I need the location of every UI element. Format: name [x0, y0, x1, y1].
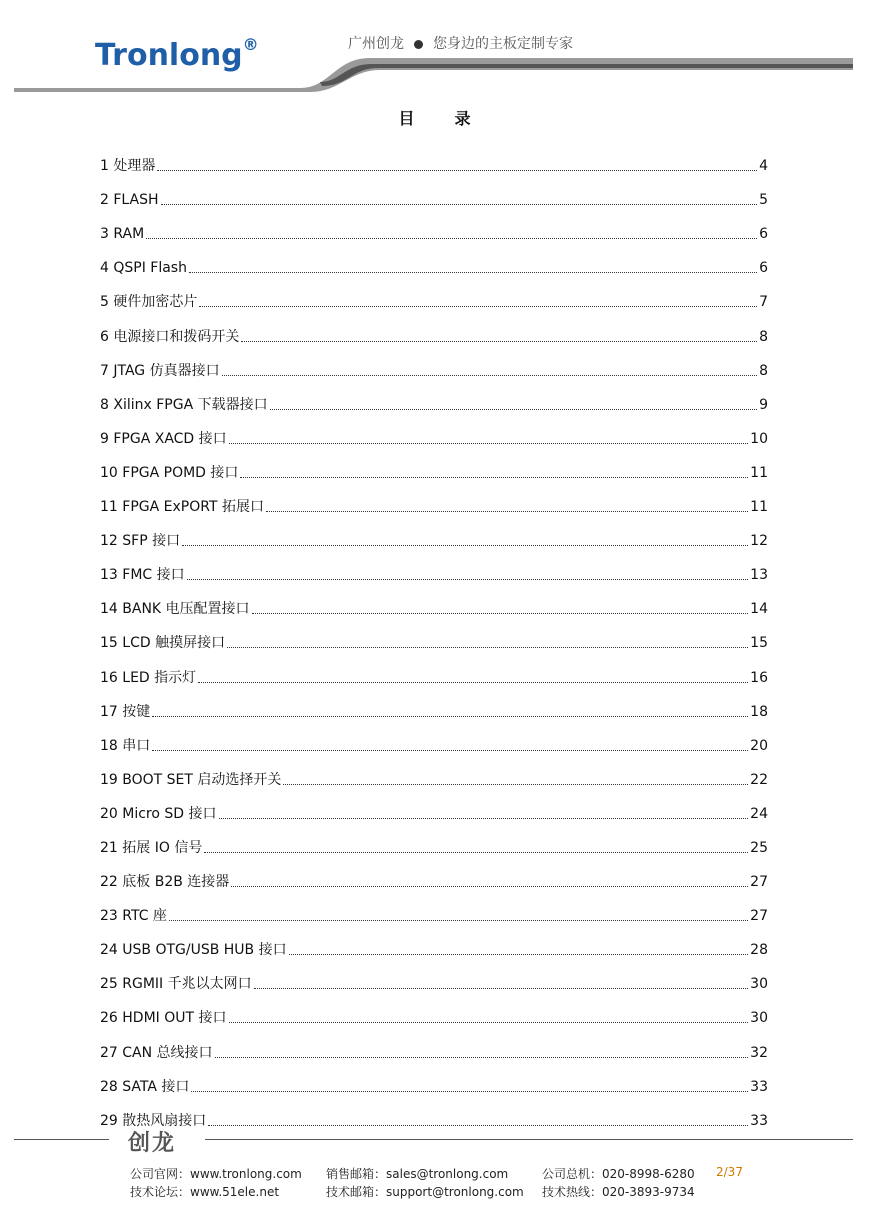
toc-entry-label: 18 串口: [100, 737, 151, 754]
toc-entry[interactable]: [100, 823, 768, 857]
toc-entry-page: 14: [750, 601, 768, 618]
toc-leader-dots: [157, 170, 757, 171]
toc-entry[interactable]: [100, 209, 768, 243]
toc-title: 目录: [398, 109, 511, 128]
registered-mark: ®: [242, 35, 259, 54]
toc-leader-dots: [229, 443, 749, 444]
logo-text: Tronlong: [95, 38, 243, 73]
toc-entry-label: 7 JTAG 仿真器接口: [100, 362, 220, 379]
toc-leader-dots: [283, 784, 748, 785]
toc-entry-label: 19 BOOT SET 启动选择开关: [100, 771, 282, 788]
toc-entry[interactable]: [100, 277, 768, 311]
toc-leader-dots: [252, 613, 749, 614]
toc-entry-label: 25 RGMII 千兆以太网口: [100, 976, 252, 993]
toc-leader-dots: [289, 954, 749, 955]
bullet-dot-icon: [414, 40, 423, 49]
toc-entry-page: 6: [759, 226, 768, 243]
toc-entry-page: 32: [750, 1044, 768, 1061]
toc-entry-page: 11: [750, 499, 768, 516]
toc-leader-dots: [215, 1057, 749, 1058]
toc-entry-page: 8: [759, 328, 768, 345]
footer-support-email-link[interactable]: 技术邮箱：support@tronlong.com: [326, 1185, 524, 1199]
toc-entry-page: 20: [750, 737, 768, 754]
toc-entry-label: 17 按键: [100, 703, 151, 720]
tagline-company: 广州创龙: [348, 36, 404, 52]
footer-divider-right: [205, 1139, 853, 1140]
toc-entry-label: 15 LCD 触摸屏接口: [100, 635, 226, 652]
toc-leader-dots: [219, 818, 749, 819]
toc-entry[interactable]: [100, 959, 768, 993]
toc-entry-page: 6: [759, 260, 768, 277]
toc-entry[interactable]: [100, 311, 768, 345]
toc-entry[interactable]: [100, 1027, 768, 1061]
toc-entry[interactable]: [100, 857, 768, 891]
toc-entry-page: 5: [759, 192, 768, 209]
toc-entry-label: 14 BANK 电压配置接口: [100, 601, 250, 618]
toc-entry[interactable]: [100, 141, 768, 175]
toc-entry-label: 20 Micro SD 接口: [100, 805, 217, 822]
toc-leader-dots: [227, 647, 748, 648]
footer-brand: 创龙: [128, 1131, 177, 1156]
toc-leader-dots: [241, 341, 757, 342]
toc-entry-page: 12: [750, 533, 768, 550]
page-header: [0, 0, 869, 100]
toc-leader-dots: [266, 511, 748, 512]
toc-entry[interactable]: [100, 789, 768, 823]
toc-entry-page: 9: [759, 396, 768, 413]
toc-entry[interactable]: [100, 1096, 768, 1130]
toc-entry-page: 24: [750, 805, 768, 822]
toc-entry-label: 29 散热风扇接口: [100, 1112, 207, 1129]
toc-entry[interactable]: [100, 346, 768, 380]
toc-entry-page: 7: [759, 294, 768, 311]
toc-entry[interactable]: [100, 243, 768, 277]
toc-entry[interactable]: [100, 721, 768, 755]
toc-leader-dots: [146, 238, 757, 239]
toc-entry-label: 12 SFP 接口: [100, 533, 181, 550]
toc-entry-page: 11: [750, 464, 768, 481]
toc-entry-label: 28 SATA 接口: [100, 1078, 190, 1095]
toc-entry-page: 27: [750, 908, 768, 925]
toc-leader-dots: [199, 306, 757, 307]
toc-leader-dots: [161, 204, 758, 205]
toc-entry-label: 3 RAM: [100, 226, 145, 243]
footer-sales-email-link[interactable]: 销售邮箱：sales@tronlong.com: [326, 1167, 509, 1181]
toc-entry-page: 27: [750, 874, 768, 891]
toc-entry-label: 26 HDMI OUT 接口: [100, 1010, 227, 1027]
company-logo: [95, 35, 259, 73]
toc-leader-dots: [152, 750, 748, 751]
toc-entry-label: 2 FLASH: [100, 192, 159, 209]
toc-entry-page: 13: [750, 567, 768, 584]
toc-leader-dots: [254, 988, 749, 989]
toc-entry[interactable]: [100, 925, 768, 959]
toc-entry-label: 27 CAN 总线接口: [100, 1044, 213, 1061]
toc-entry[interactable]: [100, 891, 768, 925]
toc-entry-page: 18: [750, 703, 768, 720]
toc-entry-page: 28: [750, 942, 768, 959]
toc-leader-dots: [240, 477, 748, 478]
toc-entry-page: 22: [750, 771, 768, 788]
toc-entry-page: 15: [750, 635, 768, 652]
toc-entry-label: 13 FMC 接口: [100, 567, 185, 584]
toc-entry-label: 21 拓展 IO 信号: [100, 839, 203, 856]
toc-entry-page: 30: [750, 1010, 768, 1027]
toc-leader-dots: [270, 409, 757, 410]
toc-entry-label: 24 USB OTG/USB HUB 接口: [100, 942, 287, 959]
toc-entry-label: 10 FPGA POMD 接口: [100, 464, 239, 481]
toc-entry-label: 8 Xilinx FPGA 下载器接口: [100, 396, 268, 413]
footer-website-link[interactable]: 公司官网：www.tronlong.com: [130, 1167, 302, 1181]
toc-entry-page: 30: [750, 976, 768, 993]
toc-leader-dots: [231, 886, 748, 887]
toc-entry[interactable]: [100, 175, 768, 209]
toc-entry-page: 33: [750, 1112, 768, 1129]
footer-tech-phone: 技术热线：020-3893-9734: [542, 1185, 695, 1199]
toc-entry[interactable]: [100, 414, 768, 448]
toc-entry-page: 16: [750, 669, 768, 686]
toc-entry-page: 4: [759, 158, 768, 175]
toc-leader-dots: [169, 920, 748, 921]
toc-entry-page: 10: [750, 430, 768, 447]
toc-leader-dots: [152, 716, 748, 717]
tagline-slogan: 您身边的主板定制专家: [433, 36, 573, 52]
toc-entry[interactable]: [100, 755, 768, 789]
toc-entry-label: 11 FPGA ExPORT 拓展口: [100, 499, 264, 516]
toc-entry-page: 25: [750, 839, 768, 856]
toc-entry[interactable]: [100, 687, 768, 721]
toc-entry-label: 22 底板 B2B 连接器: [100, 874, 230, 891]
toc-leader-dots: [182, 545, 748, 546]
toc-leader-dots: [208, 1125, 748, 1126]
footer-divider-left: [14, 1139, 109, 1140]
toc-entry[interactable]: [100, 380, 768, 414]
toc-entry-label: 1 处理器: [100, 158, 156, 175]
toc-entry[interactable]: [100, 1062, 768, 1096]
toc-entry-label: 9 FPGA XACD 接口: [100, 430, 227, 447]
toc-entry[interactable]: [100, 482, 768, 516]
toc-entry[interactable]: [100, 584, 768, 618]
toc-entry-label: 4 QSPI Flash: [100, 260, 187, 277]
toc-leader-dots: [189, 272, 757, 273]
toc-leader-dots: [222, 375, 757, 376]
toc-entry[interactable]: [100, 618, 768, 652]
toc-leader-dots: [198, 682, 748, 683]
toc-entry-label: 6 电源接口和拨码开关: [100, 328, 240, 345]
toc-leader-dots: [191, 1091, 748, 1092]
toc-entry[interactable]: [100, 993, 768, 1027]
toc-entry-page: 8: [759, 362, 768, 379]
footer-hq-phone: 公司总机：020-8998-6280: [542, 1167, 695, 1181]
toc-entry[interactable]: [100, 448, 768, 482]
header-tagline: [348, 33, 573, 53]
toc-leader-dots: [187, 579, 749, 580]
toc-entry-label: 23 RTC 座: [100, 908, 167, 925]
footer-forum-link[interactable]: 技术论坛：www.51ele.net: [130, 1185, 280, 1199]
toc-entry[interactable]: [100, 652, 768, 686]
page-indicator: 2/37: [716, 1165, 743, 1179]
toc-entry[interactable]: [100, 516, 768, 550]
toc-leader-dots: [229, 1022, 749, 1023]
toc-entry[interactable]: [100, 550, 768, 584]
toc-list: [100, 141, 768, 1130]
toc-entry-label: 5 硬件加密芯片: [100, 294, 198, 311]
toc-entry-page: 33: [750, 1078, 768, 1095]
toc-entry-label: 16 LED 指示灯: [100, 669, 197, 686]
toc-leader-dots: [204, 852, 748, 853]
